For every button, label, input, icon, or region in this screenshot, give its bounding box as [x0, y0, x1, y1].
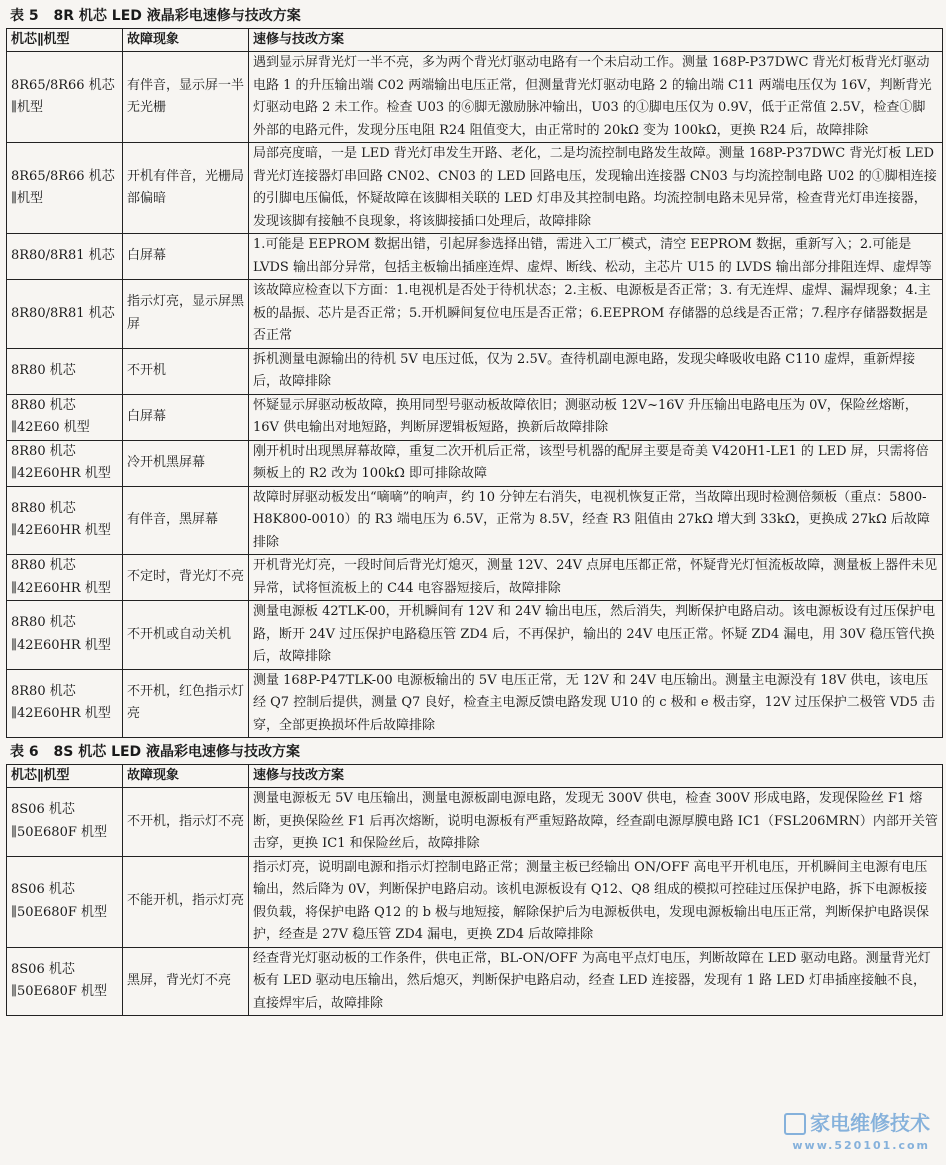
symptom-cell: 黑屏，背光灯不亮 [123, 947, 249, 1016]
model-cell: 8R80 机芯∥42E60HR 机型 [7, 486, 123, 555]
table-row [7, 669, 943, 738]
fix-cell: 测量电源板 42TLK-00，开机瞬间有 12V 和 24V 输出电压，然后消失，判断保护电路启动。该电源板设有过压保护电路，断开 24V 过压保护电路稳压管 ZD4 后，不再保护，输出的 24V 电压正常。怀疑 ZD4 漏电，用 30V 稳压管代换后，故障排除 [249, 601, 943, 670]
model-cell: 8R80 机芯∥42E60HR 机型 [7, 555, 123, 601]
symptom-cell: 指示灯亮，显示屏黑屏 [123, 280, 249, 349]
symptom-cell: 冷开机黑屏幕 [123, 440, 249, 486]
model-cell: 8R80 机芯∥42E60 机型 [7, 394, 123, 440]
model-cell: 8R65/8R66 机芯∥机型 [7, 52, 123, 143]
table5-caption [6, 4, 942, 28]
watermark-logo-icon [784, 1113, 806, 1135]
model-cell: 8R80 机芯∥42E60HR 机型 [7, 440, 123, 486]
table6-header-fix: 速修与技改方案 [249, 765, 943, 788]
table5-caption-number: 表 5 [10, 8, 39, 24]
model-cell: 8R80/8R81 机芯 [7, 234, 123, 280]
symptom-cell: 不定时，背光灯不亮 [123, 555, 249, 601]
symptom-cell: 开机有伴音，光栅局部偏暗 [123, 143, 249, 234]
symptom-cell: 不开机，红色指示灯亮 [123, 669, 249, 738]
model-cell: 8R80 机芯∥42E60HR 机型 [7, 669, 123, 738]
fix-cell: 经查背光灯驱动板的工作条件，供电正常，BL-ON/OFF 为高电平点灯电压，判断故障在 LED 驱动电路。测量背光灯板有 LED 驱动电压输出，然后熄灭，判断保护电路启动，经查 LED 连接器，发现有 1 路 LED 灯串插座接触不良，直接焊牢后，故障排除 [249, 947, 943, 1016]
symptom-cell: 白屏幕 [123, 394, 249, 440]
table6-caption-number: 表 6 [10, 744, 39, 760]
table6-body [7, 788, 943, 1016]
table6-caption [6, 740, 942, 764]
fix-cell: 1.可能是 EEPROM 数据出错，引起屏参选择出错，需进入工厂模式，清空 EEPROM 数据，重新写入；2.可能是 LVDS 输出部分异常，包括主板输出插座连焊、虚焊、断线、松动，主芯片 U15 的 LVDS 输出部分排阻连焊、虚焊等 [249, 234, 943, 280]
symptom-cell: 不开机或自动关机 [123, 601, 249, 670]
table-row [7, 788, 943, 857]
table-row [7, 143, 943, 234]
table-row [7, 601, 943, 670]
table5-header-model: 机芯∥机型 [7, 29, 123, 52]
table-row [7, 555, 943, 601]
fix-cell: 拆机测量电源输出的待机 5V 电压过低，仅为 2.5V。查待机副电源电路，发现尖峰吸收电路 C110 虚焊，重新焊接后，故障排除 [249, 348, 943, 394]
table-row [7, 234, 943, 280]
symptom-cell: 不开机，指示灯不亮 [123, 788, 249, 857]
model-cell: 8R80 机芯 [7, 348, 123, 394]
model-cell: 8R80 机芯∥42E60HR 机型 [7, 601, 123, 670]
table6-caption-title: 8S 机芯 LED 液晶彩电速修与技改方案 [53, 744, 301, 760]
table-row [7, 280, 943, 349]
site-watermark [784, 1112, 930, 1158]
table6 [6, 764, 943, 1016]
fix-cell: 遇到显示屏背光灯一半不亮，多为两个背光灯驱动电路有一个未启动工作。测量 168P-P37DWC 背光灯板背光灯驱动电路 1 的升压输出端 C02 两端输出电压正常，但测量背光灯驱动电路 2 的输出端 C11 两端电压仅为 16V，判断背光灯驱动电路 2 未工作。检查 U03 的⑥脚无激励脉冲输出，U03 的①脚电压仅为 0.9V，低于正常值 2.5V，检查①脚外部的电路元件，发现分压电阻 R24 阻值变大，由正常时的 20kΩ 变为 100kΩ，更换 R24 后，故障排除 [249, 52, 943, 143]
table-row [7, 856, 943, 947]
table5-header-symptom: 故障现象 [123, 29, 249, 52]
watermark-text: 家电维修技术 [810, 1110, 930, 1135]
fix-cell: 测量电源板无 5V 电压输出，测量电源板副电源电路，发现无 300V 供电，检查 300V 形成电路，发现保险丝 F1 熔断，更换保险丝 F1 后再次熔断，说明电源板有严重短路故障，经查副电源厚膜电路 IC1（FSL206MRN）内部开关管击穿，更换 IC1 和保险丝后，故障排除 [249, 788, 943, 857]
model-cell: 8R80/8R81 机芯 [7, 280, 123, 349]
table6-header-symptom: 故障现象 [123, 765, 249, 788]
model-cell: 8S06 机芯∥50E680F 机型 [7, 947, 123, 1016]
model-cell: 8R65/8R66 机芯∥机型 [7, 143, 123, 234]
symptom-cell: 有伴音，显示屏一半无光栅 [123, 52, 249, 143]
watermark-url: www.520101.com [792, 1139, 930, 1152]
model-cell: 8S06 机芯∥50E680F 机型 [7, 856, 123, 947]
table6-header-model: 机芯∥机型 [7, 765, 123, 788]
symptom-cell: 不开机 [123, 348, 249, 394]
table6-header-row [7, 765, 943, 788]
table-row [7, 440, 943, 486]
table-row [7, 947, 943, 1016]
fix-cell: 怀疑显示屏驱动板故障，换用同型号驱动板故障依旧；测驱动板 12V~16V 升压输出电路电压为 0V，保险丝熔断，16V 供电输出对地短路，判断屏逻辑板短路，换新后故障排除 [249, 394, 943, 440]
fix-cell: 测量 168P-P47TLK-00 电源板输出的 5V 电压正常，无 12V 和 24V 电压输出。测量主电源没有 18V 供电，该电压经 Q7 控制后提供，测量 Q7 良好，检查主电源反馈电路发现 U10 的 c 极和 e 极击穿，12V 过压保护二极管 VD5 击穿，全部更换损坏件后故障排除 [249, 669, 943, 738]
table5-header-row [7, 29, 943, 52]
model-cell: 8S06 机芯∥50E680F 机型 [7, 788, 123, 857]
symptom-cell: 有伴音，黑屏幕 [123, 486, 249, 555]
symptom-cell: 不能开机，指示灯亮 [123, 856, 249, 947]
table-row [7, 52, 943, 143]
fix-cell: 刚开机时出现黑屏幕故障，重复二次开机后正常，该型号机器的配屏主要是奇美 V420H1-LE1 的 LED 屏，只需将倍频板上的 R2 改为 100kΩ 即可排除故障 [249, 440, 943, 486]
symptom-cell: 白屏幕 [123, 234, 249, 280]
page [6, 4, 942, 1016]
table5-caption-title: 8R 机芯 LED 液晶彩电速修与技改方案 [53, 8, 301, 24]
table-row [7, 348, 943, 394]
table-row [7, 394, 943, 440]
fix-cell: 局部亮度暗，一是 LED 背光灯串发生开路、老化，二是均流控制电路发生故障。测量 168P-P37DWC 背光灯板 LED 背光灯连接器灯串回路 CN02、CN03 的 LED 回路电压，发现输出连接器 CN03 与均流控制电路 U02 的①脚相连接的引脚电压偏低，怀疑故障在该脚相关联的 LED 灯串及其控制电路。均流控制电路未见异常，检查背光灯串连接器，发现该脚有接触不良现象，将该脚接插口处理后，故障排除 [249, 143, 943, 234]
table5-body [7, 52, 943, 738]
fix-cell: 故障时屏驱动板发出“嘀嘀”的响声，约 10 分钟左右消失，电视机恢复正常，当故障出现时检测倍频板（重点：5800-H8K800-0010）的 R3 端电压为 6.5V，正常为 8.5V，经查 R3 阻值由 27kΩ 增大到 33kΩ，更换成 27kΩ 后故障排除 [249, 486, 943, 555]
fix-cell: 该故障应检查以下方面：1.电视机是否处于待机状态；2.主板、电源板是否正常；3. 有无连焊、虚焊、漏焊现象；4.主板的晶振、芯片是否正常；5.开机瞬间复位电压是否正常；6.EEPROM 存储器的总线是否正常；7.程序存储器数据是否正常 [249, 280, 943, 349]
table-row [7, 486, 943, 555]
fix-cell: 指示灯亮，说明副电源和指示灯控制电路正常；测量主板已经输出 ON/OFF 高电平开机电压，开机瞬间主电源有电压输出，然后降为 0V，判断保护电路启动。该机电源板设有 Q12、Q8 组成的模拟可控硅过压保护电路，拆下电源板接假负载，将保护电路 Q12 的 b 极与地短接，解除保护后为电源板供电，发现电源板输出电压正常，判断保护电路误保护，经查是 27V 稳压管 ZD4 漏电，更换 ZD4 后故障排除 [249, 856, 943, 947]
fix-cell: 开机背光灯亮，一段时间后背光灯熄灭，测量 12V、24V 点屏电压都正常，怀疑背光灯恒流板故障，测量板上器件未见异常，试将恒流板上的 C44 电容器短接后，故障排除 [249, 555, 943, 601]
table5 [6, 28, 943, 738]
table5-header-fix: 速修与技改方案 [249, 29, 943, 52]
